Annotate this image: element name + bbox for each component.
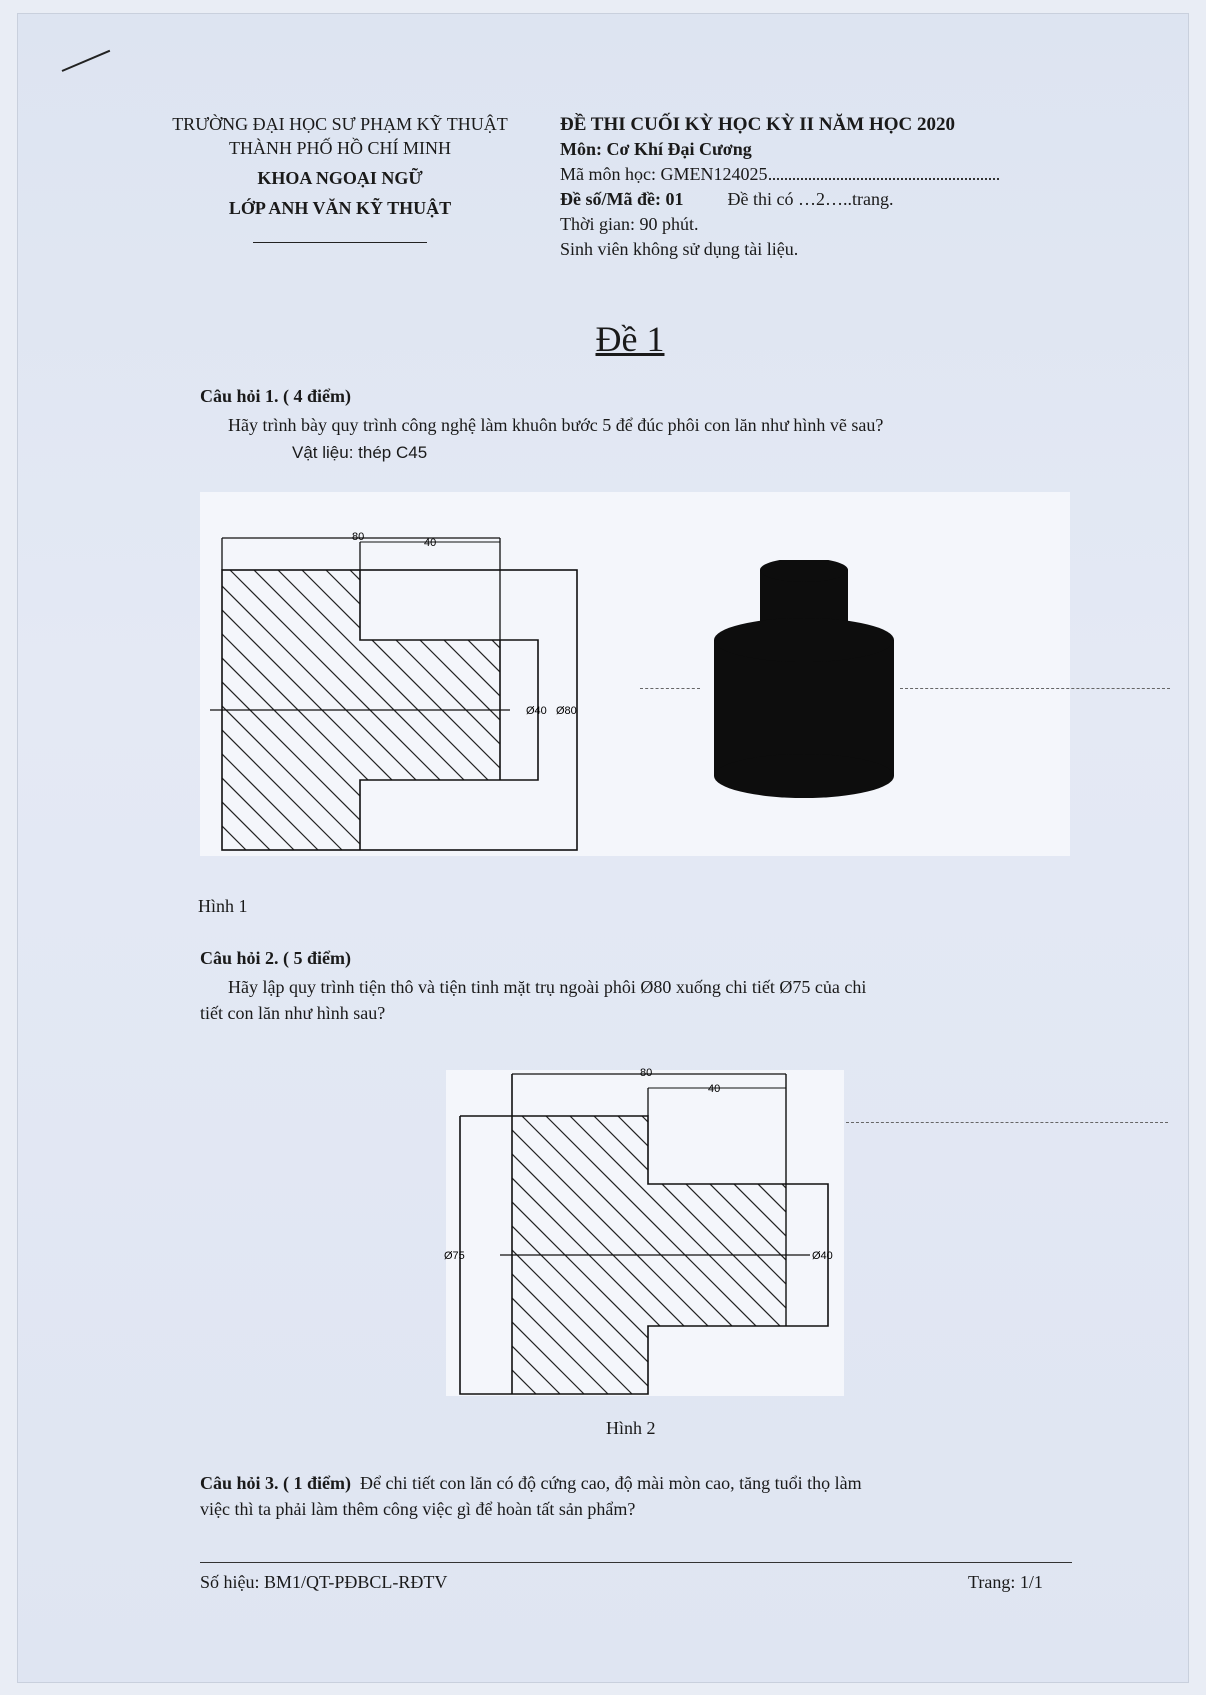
class-name: LỚP ANH VĂN KỸ THUẬT (228, 198, 452, 218)
course-code: Mã môn học: GMEN124025 (560, 164, 768, 184)
exam-info (560, 112, 1100, 262)
header-underline (253, 242, 427, 243)
exam-code-line (560, 187, 1100, 212)
figure2-caption: Hình 2 (606, 1418, 656, 1438)
axis-dash-q2 (846, 1122, 1168, 1123)
school-header (130, 112, 550, 243)
axis-dash-right (900, 688, 1170, 689)
fig1-dim-d80: Ø80 (556, 705, 577, 717)
dotted-fill (769, 166, 999, 180)
fig2-dim-80: 80 (640, 1067, 653, 1079)
course-code-line (560, 162, 1100, 187)
fig1-dim-80: 80 (352, 531, 365, 543)
axis-dash-left (640, 688, 700, 689)
q2-heading: Câu hỏi 2. ( 5 điểm) (200, 948, 352, 968)
figure1-caption: Hình 1 (198, 896, 248, 916)
page-number: Trang: 1/1 (968, 1572, 1043, 1592)
doc-number: Số hiệu: BM1/QT-PĐBCL-RĐTV (200, 1572, 448, 1592)
figure1-section-drawing (200, 510, 620, 860)
subject-name: Môn: Cơ Khí Đại Cương (560, 139, 752, 159)
q1-heading: Câu hỏi 1. ( 4 điểm) (200, 386, 352, 406)
q3-heading: Câu hỏi 3. ( 1 điểm) (200, 1473, 352, 1493)
fig1-dim-d40: Ø40 (526, 705, 547, 717)
q1-text: Hãy trình bày quy trình công nghệ làm khuôn bước 5 để đúc phôi con lăn như hình vẽ sau? (228, 415, 884, 435)
fig2-dim-d40: Ø40 (812, 1250, 833, 1262)
page-count: Đề thi có …2…..trang. (727, 189, 894, 209)
duration: Thời gian: 90 phút. (560, 214, 699, 234)
fig1-dim-40: 40 (424, 537, 437, 549)
exam-heading: ĐỀ THI CUỐI KỲ HỌC KỲ II NĂM HỌC 2020 (560, 114, 955, 135)
fig2-dim-40: 40 (708, 1083, 721, 1095)
q3-text-line2: việc thì ta phải làm thêm công việc gì để hoàn tất sản phẩm? (200, 1499, 636, 1519)
school-name-line1: TRƯỜNG ĐẠI HỌC SƯ PHẠM KỸ THUẬT (172, 114, 508, 134)
q2-text-line2: tiết con lăn như hình sau? (200, 1003, 386, 1023)
figure1-3d-render (700, 560, 920, 800)
footer-rule (200, 1562, 1072, 1563)
q1-material: Vật liệu: thép C45 (292, 443, 428, 462)
exam-code: Đề số/Mã đề: 01 (560, 189, 684, 209)
materials-note: Sinh viên không sử dụng tài liệu. (560, 239, 799, 259)
fig2-dim-d75: Ø75 (444, 1250, 465, 1262)
q3-text-line1: Để chi tiết con lăn có độ cứng cao, độ mài mòn cao, tăng tuổi thọ làm (360, 1473, 862, 1493)
q2-text-line1: Hãy lập quy trình tiện thô và tiện tinh mặt trụ ngoài phôi Ø80 xuống chi tiết Ø75 của chi (228, 977, 867, 997)
figure2-section-drawing (440, 1066, 860, 1406)
q3-line1 (200, 1470, 862, 1496)
faculty-name: KHOA NGOẠI NGỮ (257, 168, 423, 188)
exam-title: Đề 1 (595, 319, 665, 359)
school-name-line2: THÀNH PHỐ HỒ CHÍ MINH (229, 138, 451, 158)
